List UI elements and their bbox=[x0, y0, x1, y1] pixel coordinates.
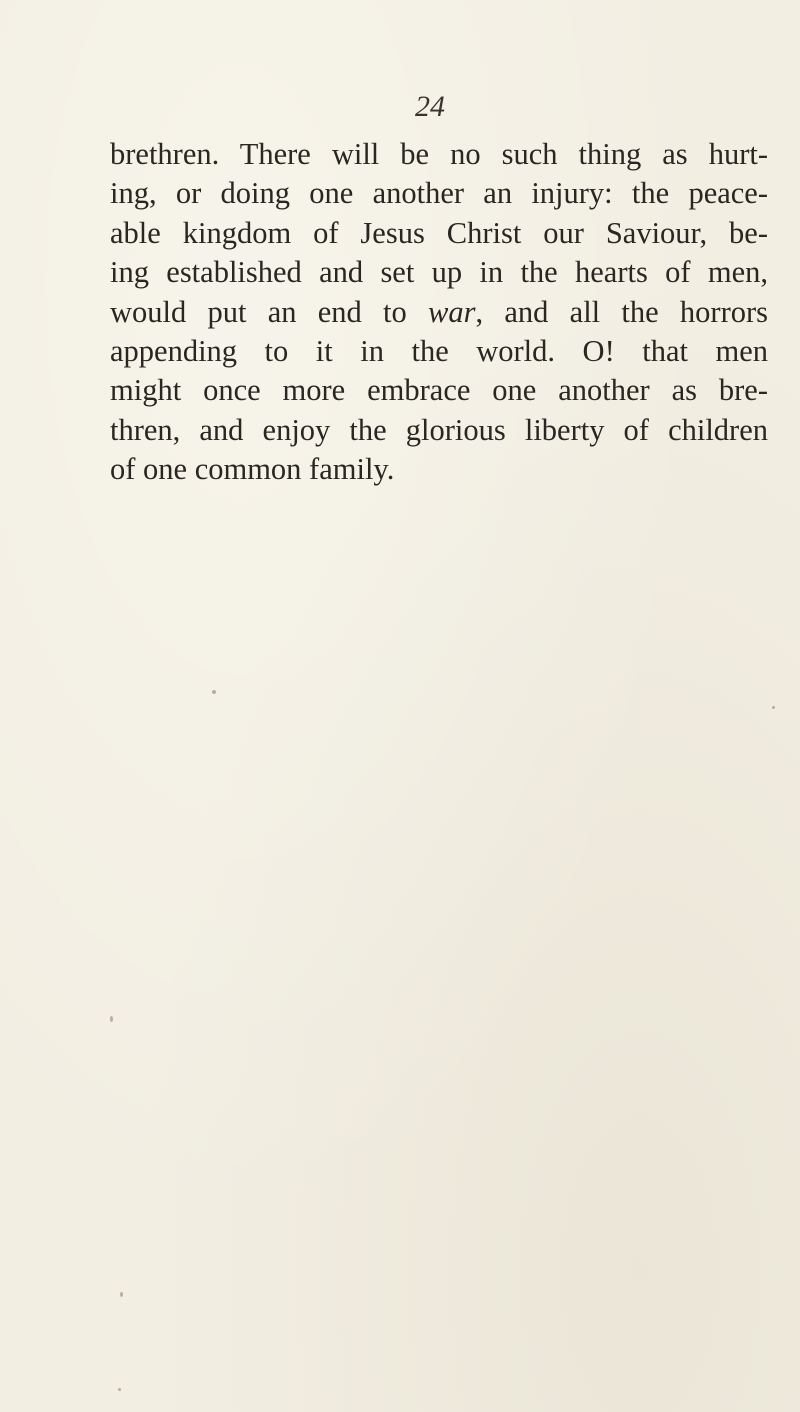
paper-speck bbox=[120, 1292, 123, 1297]
text-line: of one common family. bbox=[110, 452, 395, 487]
paper-speck bbox=[212, 690, 216, 694]
paper-speck bbox=[118, 1388, 121, 1391]
page-number: 24 bbox=[415, 90, 445, 123]
text-line: thren, and enjoy the glorious liberty of children bbox=[110, 412, 768, 447]
paper-speck bbox=[772, 706, 775, 709]
body-text bbox=[110, 135, 768, 490]
text-line: appending to it in the world. O! that men bbox=[110, 333, 768, 368]
paper-speck bbox=[110, 1016, 113, 1022]
text-line: brethren. There will be no such thing as hurt- bbox=[110, 137, 768, 171]
text-line: would put an end to war, and all the horrors bbox=[110, 294, 768, 329]
text-line: ing, or doing one another an injury: the peace- bbox=[110, 176, 768, 211]
text-line: ing established and set up in the hearts of men, bbox=[110, 255, 768, 290]
text-line: might once more embrace one another as bre- bbox=[110, 373, 768, 408]
italic-word: war bbox=[428, 294, 476, 329]
text-line: able kingdom of Jesus Christ our Saviour, be- bbox=[110, 215, 768, 250]
